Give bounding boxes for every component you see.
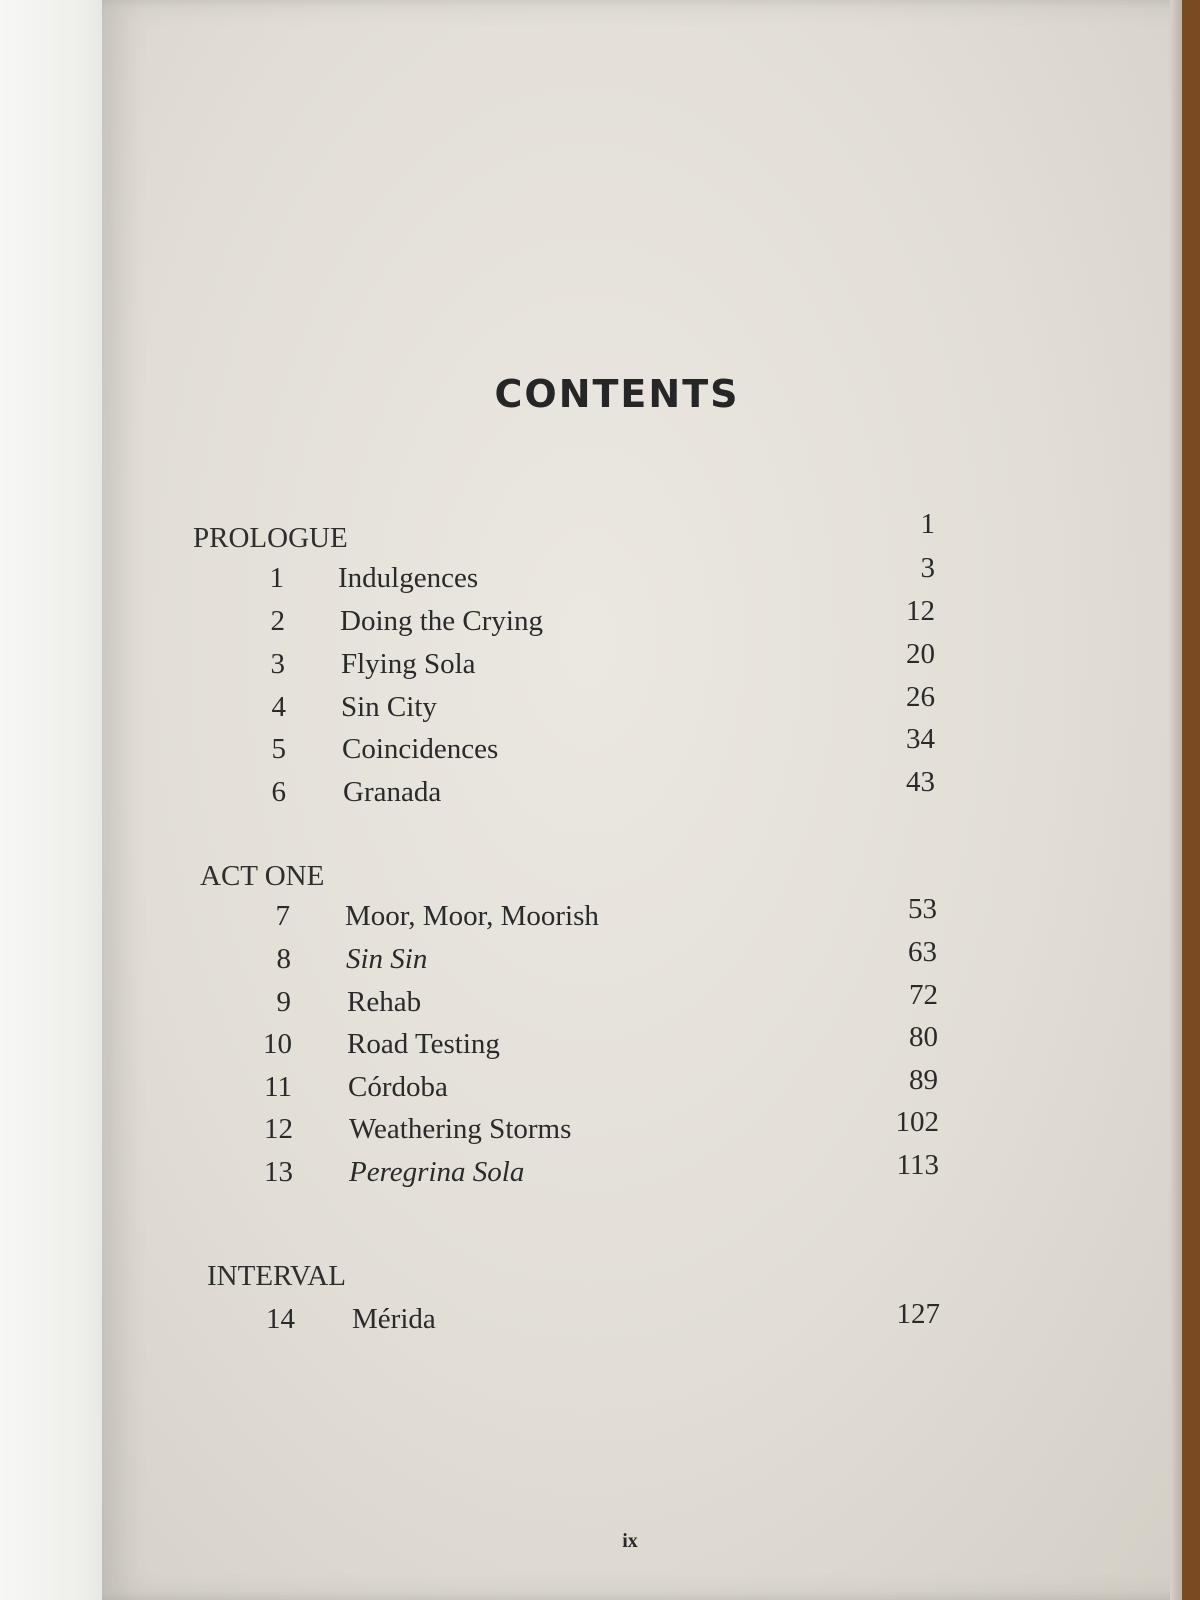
chapter-title: Road Testing [347,1028,500,1060]
chapter-title: Córdoba [348,1071,448,1103]
chapter-title: Coincidences [342,733,499,765]
chapter-number: 10 [263,1028,292,1060]
chapter-page: 102 [895,1106,939,1138]
chapter-title: Indulgences [338,562,479,594]
chapter-number: 3 [270,648,285,680]
page-title: CONTENTS [494,372,740,416]
chapter-title: Moor, Moor, Moorish [345,900,599,932]
chapter-title: Weathering Storms [349,1113,572,1145]
chapter-title: Sin Sin [346,943,428,975]
page-folio: ix [622,1530,638,1552]
chapter-number: 2 [270,605,285,637]
chapter-number: 4 [271,691,286,723]
chapter-page: 127 [896,1298,940,1330]
chapter-page: 80 [909,1021,938,1053]
chapter-number: 7 [275,900,290,932]
chapter-page: 72 [909,979,938,1011]
chapter-title: Rehab [347,986,422,1018]
chapter-title: Sin City [341,691,437,723]
chapter-number: 5 [271,733,286,765]
section-page-prologue: 1 [920,508,935,540]
section-label-interval: INTERVAL [207,1260,346,1292]
chapter-title: Flying Sola [341,648,476,680]
chapter-number: 1 [269,562,284,594]
chapter-number: 8 [276,943,291,975]
chapter-page: 63 [908,936,937,968]
chapter-page: 12 [906,595,935,627]
chapter-page: 26 [906,681,935,713]
chapter-number: 12 [264,1113,293,1145]
chapter-number: 9 [276,986,291,1018]
chapter-page: 34 [906,723,935,755]
chapter-page: 113 [896,1149,939,1181]
chapter-title: Peregrina Sola [349,1156,525,1188]
chapter-page: 43 [906,766,935,798]
section-label-prologue: PROLOGUE [193,522,348,554]
chapter-page: 20 [906,638,935,670]
chapter-number: 14 [266,1303,295,1335]
chapter-number: 13 [264,1156,293,1188]
chapter-page: 89 [909,1064,938,1096]
chapter-title: Doing the Crying [340,605,543,637]
chapter-number: 11 [264,1071,292,1103]
section-label-act-one: ACT ONE [200,860,325,892]
chapter-page: 53 [908,893,937,925]
chapter-title: Granada [343,776,442,808]
chapter-page: 3 [920,552,935,584]
chapter-number: 6 [271,776,286,808]
chapter-title: Mérida [352,1303,436,1335]
page-edge [1170,0,1182,1600]
